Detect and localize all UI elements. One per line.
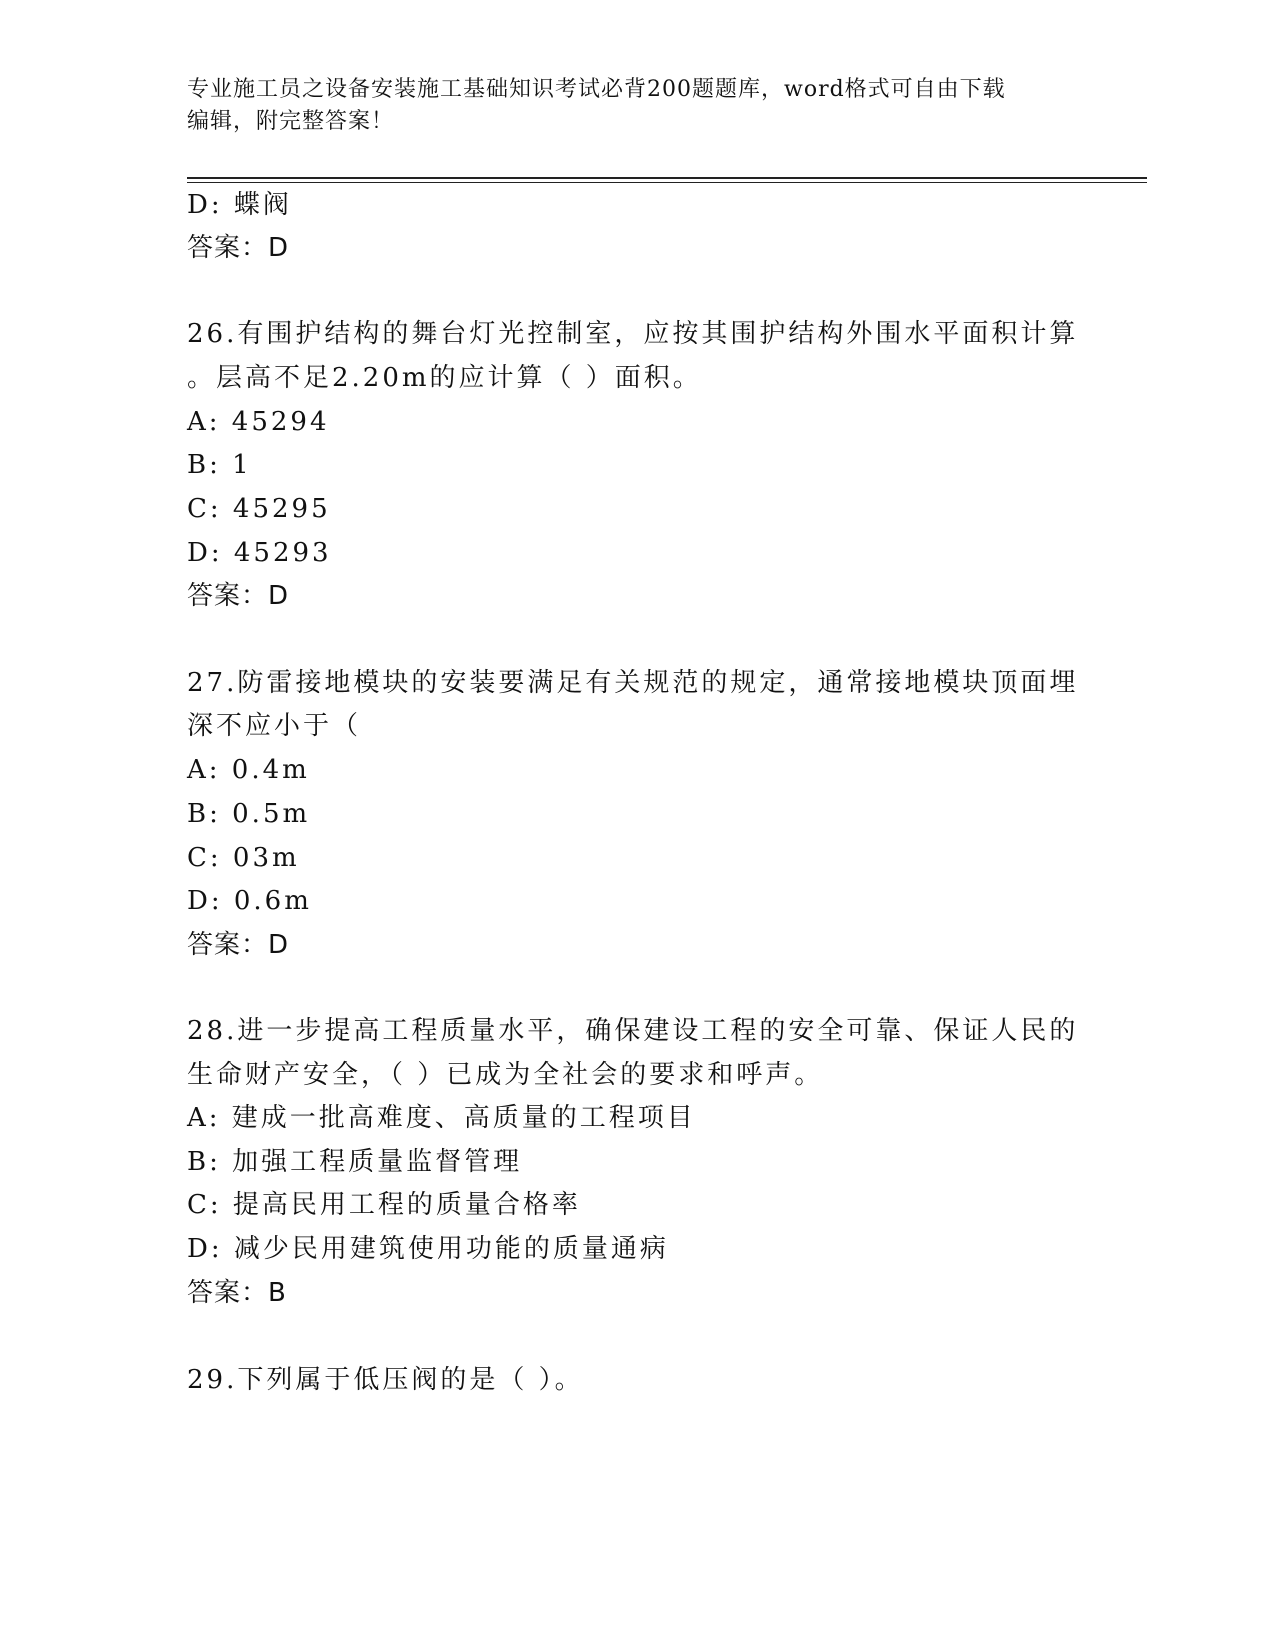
header-divider-thin (187, 182, 1147, 183)
document-header (187, 74, 1067, 138)
question-26-stem-line-2: 。层高不足2.20m的应计算（ ）面积。 (187, 363, 702, 393)
question-27-stem-line-2: 深不应小于（ (187, 711, 362, 741)
question-26-stem-line-1: 26.有围护结构的舞台灯光控制室，应按其围护结构外围水平面积计算 (187, 319, 1079, 349)
question-29-stem-line-1: 29.下列属于低压阀的是（ ）。 (187, 1365, 584, 1395)
question-26-option-a: A: 45294 (187, 407, 330, 437)
question-28-option-c: C: 提高民用工程的质量合格率 (187, 1190, 581, 1220)
question-27-option-b: B: 0.5m (187, 799, 311, 829)
header-title-line-2: 编辑，附完整答案！ (187, 109, 395, 134)
question-28-option-d: D: 减少民用建筑使用功能的质量通病 (187, 1234, 669, 1264)
question-28-stem-line-1: 28.进一步提高工程质量水平，确保建设工程的安全可靠、保证人民的 (187, 1016, 1079, 1046)
question-27-stem-line-1: 27.防雷接地模块的安装要满足有关规范的规定，通常接地模块顶面埋 (187, 668, 1079, 698)
question-27-answer: 答案：D (187, 930, 290, 960)
question-28-stem-line-2: 生命财产安全，（ ）已成为全社会的要求和呼声。 (187, 1060, 824, 1090)
question-28-option-a: A: 建成一批高难度、高质量的工程项目 (187, 1103, 696, 1133)
question-27-option-d: D: 0.6m (187, 886, 312, 916)
question-27-option-c: C: 03m (187, 843, 300, 873)
question-26-option-d: D: 45293 (187, 538, 332, 568)
question-26-option-c: C: 45295 (187, 494, 331, 524)
question-28-answer: 答案：B (187, 1278, 287, 1308)
question-26-option-b: B: 1 (187, 450, 252, 480)
answer-line: 答案：D (187, 233, 290, 263)
header-title-line-1: 专业施工员之设备安装施工基础知识考试必背200题题库，word格式可自由下载 (187, 77, 1006, 102)
question-26-answer: 答案：D (187, 581, 290, 611)
header-divider-thick (187, 177, 1147, 179)
question-28-option-b: B: 加强工程质量监督管理 (187, 1147, 523, 1177)
option-d: D: 蝶阀 (187, 190, 292, 220)
question-27-option-a: A: 0.4m (187, 755, 310, 785)
